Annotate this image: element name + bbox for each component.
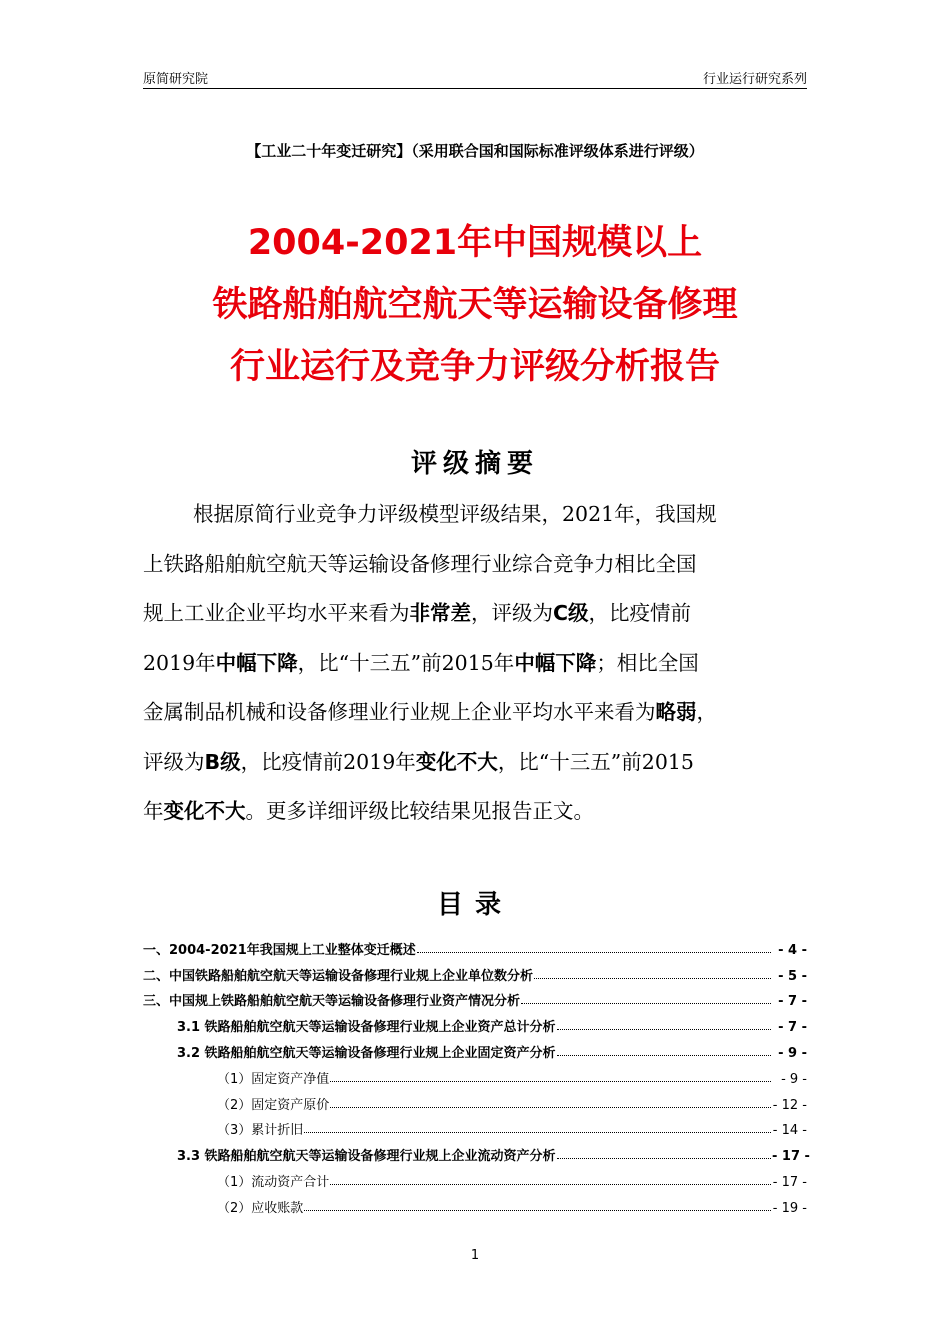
- rating-grade: C级: [553, 601, 589, 625]
- toc-entry-title: （3）累计折旧: [217, 1123, 304, 1139]
- text: 评级为: [143, 749, 205, 774]
- toc-leader: [304, 1198, 771, 1211]
- rating-verdict: 非常差: [409, 601, 471, 625]
- toc-entry-page: - 17 -: [772, 1149, 810, 1165]
- toc-entry[interactable]: [143, 1190, 807, 1216]
- change-2019: 中幅下降: [215, 650, 298, 675]
- toc-entry[interactable]: [143, 932, 807, 958]
- toc-entry-title: （1）固定资产净值: [217, 1071, 330, 1087]
- text: ，比“十三五”前2015: [497, 749, 694, 774]
- toc-entry[interactable]: [143, 1087, 807, 1113]
- toc-entry[interactable]: [143, 1009, 807, 1035]
- toc-entry-page: - 9 -: [778, 1045, 807, 1061]
- summary-line-2: 上铁路船舶航空航天等运输设备修理行业综合竞争力相比全国: [143, 551, 697, 576]
- toc-leader: [417, 940, 771, 953]
- toc-entry-page: - 7 -: [778, 994, 807, 1010]
- rating-grade-sector: B级: [204, 749, 241, 774]
- toc-leader: [330, 1172, 771, 1185]
- toc-entry-page: - 7 -: [778, 1020, 807, 1036]
- page-number: 1: [470, 1248, 480, 1263]
- toc-entry[interactable]: [143, 984, 807, 1010]
- toc-entry-title: 3.3 铁路船舶航空航天等运输设备修理行业规上企业流动资产分析: [177, 1149, 556, 1165]
- toc-entry-title: （1）流动资产合计: [217, 1174, 330, 1190]
- change-2015-sector: 变化不大: [163, 799, 246, 823]
- toc-heading: 目录: [436, 890, 513, 920]
- text: ，: [696, 700, 717, 724]
- summary-line-6: [143, 738, 807, 788]
- toc-leader: [557, 1146, 771, 1159]
- text: 。更多详细评级比较结果见报告正文。: [245, 799, 594, 823]
- toc-leader: [304, 1120, 771, 1133]
- summary-line-4: [143, 639, 807, 689]
- toc-entry-page: - 5 -: [778, 968, 807, 984]
- toc-entry[interactable]: [143, 1164, 807, 1190]
- header-series-name: 行业运行研究系列: [702, 72, 807, 87]
- toc-entry-title: 3.1 铁路船舶航空航天等运输设备修理行业规上企业资产总计分析: [177, 1020, 556, 1036]
- toc-entry[interactable]: [143, 1035, 807, 1061]
- toc-entry-page: - 19 -: [772, 1200, 807, 1216]
- summary-line-1: 根据原简行业竞争力评级模型评级结果，2021年，我国规: [193, 502, 717, 526]
- text: ，比疫情前: [588, 601, 692, 625]
- header-org-name: 原简研究院: [143, 72, 209, 87]
- toc-entry-title: （2）固定资产原价: [217, 1097, 330, 1113]
- text: ，比疫情前2019年: [240, 749, 416, 774]
- toc-leader: [330, 1095, 771, 1108]
- text: ；相比全国: [596, 650, 699, 675]
- text: ，比“十三五”前2015年: [297, 650, 515, 675]
- summary-paragraph: [143, 490, 807, 837]
- toc-entry[interactable]: [143, 1113, 807, 1139]
- toc-entry[interactable]: [143, 1138, 810, 1165]
- change-2019-sector: 变化不大: [415, 749, 498, 774]
- toc-leader: [557, 1017, 771, 1030]
- change-2015: 中幅下降: [514, 650, 597, 675]
- text: 金属制品机械和设备修理业行业规上企业平均水平来看为: [143, 700, 656, 724]
- toc-entry-title: 二、中国铁路船舶航空航天等运输设备修理行业规上企业单位数分析: [143, 968, 534, 984]
- toc-entry-page: - 17 -: [772, 1174, 807, 1190]
- summary-line-3: [143, 589, 807, 639]
- toc-entry-page: - 4 -: [778, 942, 807, 958]
- report-title: [143, 212, 807, 398]
- toc-leader: [557, 1043, 771, 1056]
- toc-entry-title: 三、中国规上铁路船舶航空航天等运输设备修理行业资产情况分析: [143, 994, 521, 1010]
- toc-entry-title: 一、2004-2021年我国规上工业整体变迁概述: [143, 942, 416, 958]
- toc-leader: [330, 1069, 771, 1082]
- toc-leader: [534, 966, 771, 979]
- toc-entry-title: 3.2 铁路船舶航空航天等运输设备修理行业规上企业固定资产分析: [177, 1045, 556, 1061]
- toc-entry[interactable]: [143, 1061, 807, 1087]
- page-header: [143, 66, 807, 89]
- text: 年: [143, 799, 164, 823]
- rating-verdict-sector: 略弱: [655, 700, 697, 724]
- text: 规上工业企业平均水平来看为: [143, 601, 410, 625]
- toc-entry[interactable]: [143, 958, 807, 984]
- summary-line-7: [143, 787, 807, 837]
- table-of-contents: [143, 932, 810, 1216]
- toc-leader: [521, 991, 771, 1004]
- summary-line-5: [143, 688, 807, 738]
- series-subtitle: 【工业二十年变迁研究】（采用联合国和国际标准评级体系进行评级）: [246, 142, 704, 160]
- title-line-3: 行业运行及竞争力评级分析报告: [229, 347, 720, 387]
- text: 2019年: [143, 650, 216, 675]
- summary-heading: 评级摘要: [410, 449, 539, 479]
- title-line-2: 铁路船舶航空航天等运输设备修理: [212, 285, 738, 325]
- toc-entry-title: （2）应收账款: [217, 1200, 304, 1216]
- toc-entry-page: - 12 -: [772, 1097, 807, 1113]
- text: ，评级为: [471, 601, 553, 625]
- toc-entry-page: - 9 -: [781, 1071, 807, 1087]
- toc-entry-page: - 14 -: [772, 1123, 807, 1139]
- title-line-1: 2004-2021年中国规模以上: [247, 223, 703, 263]
